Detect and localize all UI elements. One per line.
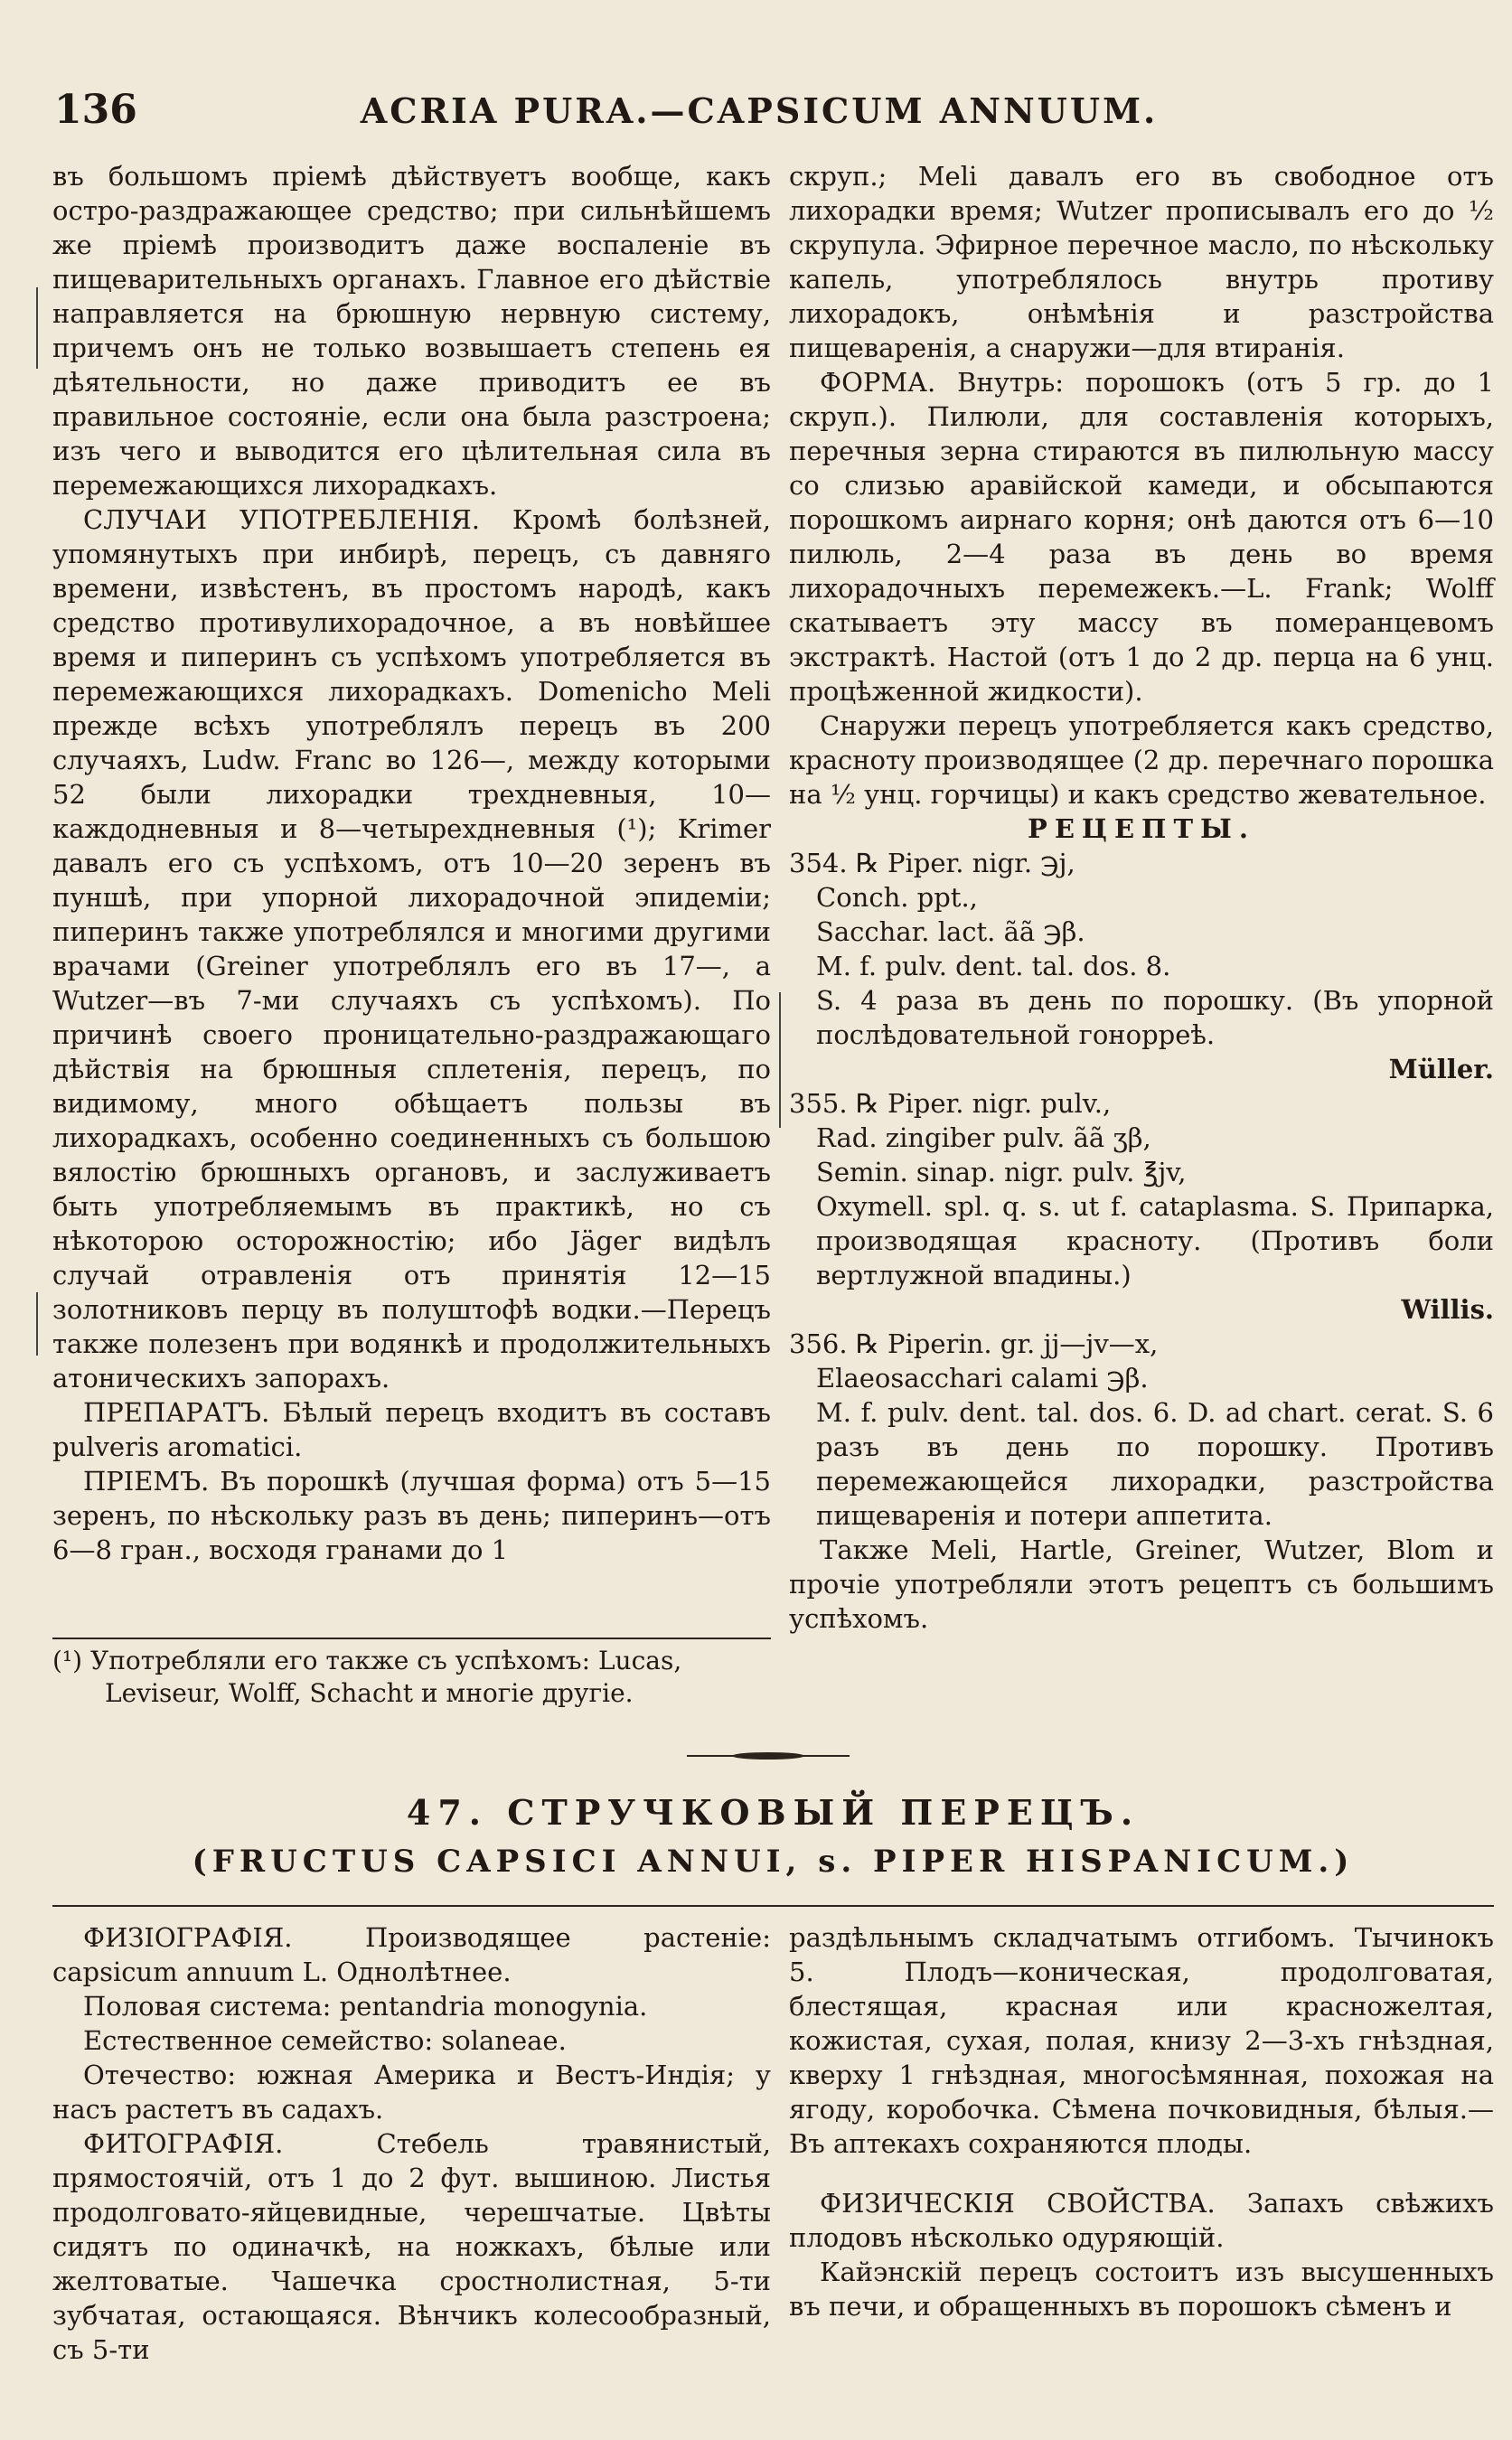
recipe-line: Elaeosacchari calami ℈β. [816,1363,1149,1394]
margin-mark [36,1292,38,1356]
paragraph: въ большомъ пріемѣ дѣйствуетъ вообще, какъ остро-раздражающее средство; при сильнѣйшемъ же пріемѣ производитъ даже воспаленіе въ пищеварительныхъ органахъ. Главное его дѣйствіе направляется на брюшную нервную систему, причемъ онъ не только возвышаетъ степень ея дѣятельности, но даже приводитъ ее въ правильное состояніе, если она была разстроена; изъ чего и выводится его цѣлительная сила въ перемежающихся лихорадкахъ. [52,161,771,501]
recipes-closing: Также Meli, Hartle, Greiner, Wutzer, Blom и прочіе употребляли этотъ рецептъ съ большимъ успѣхомъ. [789,1534,1494,1634]
recipe-line: Sacchar. lact. ãã ℈β. [816,916,1085,947]
left-column [52,159,771,1567]
running-title: ACRIA PURA.—CAPSICUM ANNUUM. [360,90,1159,131]
bottom-left-column [52,1920,771,2367]
recipe-line: 355. ℞ Piper. nigr. pulv., [789,1088,1112,1119]
paragraph: Половая система: pentandria monogynia. [83,1991,648,2022]
paragraph: ПРЕПАРАТЪ. Бѣлый перецъ входитъ въ составъ pulveris aromatici. [52,1397,771,1462]
section-title-block [52,1788,1494,1885]
paragraph: ФИТОГРАФІЯ. Стебель травянистый, прямостоячій, отъ 1 до 2 фут. вышиною. Листья продолговато-яйцевидные, черешчатые. Цвѣты сидятъ по одиначкѣ, на ножкахъ, бѣлые или желтоватые. Чашечка сростнолистная, 5-ти зубчатая, остающаяся. Вѣнчикъ колесообразный, съ 5-ти [52,2128,771,2365]
margin-mark [779,992,781,1128]
paragraph: раздѣльнымъ складчатымъ отгибомъ. Тычинокъ 5. Плодъ—коническая, продолговатая, блестящая, красная или красножелтая, кожистая, сухая, полая, книзу 2—3-хъ гнѣздная, кверху 1 гнѣздная, многосѣмянная, похожая на ягоду, коробочка. Сѣмена почковидныя, бѣлыя.—Въ аптекахъ сохраняются плоды. [789,1922,1494,2159]
footnote-text: (¹) Употребляли его также съ успѣхомъ: Lucas, Leviseur, Wolff, Schacht и многіе другіе. [52,1646,682,1708]
recipe-line: 354. ℞ Piper. nigr. ℈j, [789,848,1075,878]
recipe-line: Semin. sinap. nigr. pulv. ℥jv, [816,1157,1187,1187]
footnote [52,1638,771,1710]
recipe-line: M. f. pulv. dent. tal. dos. 8. [816,951,1171,981]
page-number: 136 [54,87,137,133]
paragraph: ПРІЕМЪ. Въ порошкѣ (лучшая форма) отъ 5—15 зеренъ, по нѣскольку разъ въ день; пиперинъ—отъ 6—8 гран., восходя гранами до 1 [52,1466,771,1565]
recipe-line: Oxymell. spl. q. s. ut f. cataplasma. S. Припарка, производящая красноту. (Противъ боли вертлужной впадины.) [816,1191,1494,1290]
paragraph: ФИЗИЧЕСКІЯ СВОЙСТВА. Запахъ свѣжихъ плодовъ нѣсколько одуряющій. [789,2188,1494,2253]
paragraph: СЛУЧАИ УПОТРЕБЛЕНІЯ. Кромѣ болѣзней, упомянутыхъ при инбирѣ, перецъ, съ давняго времени, извѣстенъ, въ простомъ народѣ, какъ средство противулихорадочное, а въ новѣйшее время и пиперинъ съ успѣхомъ употребляется въ перемежающихся лихорадкахъ. Domenicho Meli прежде всѣхъ употреблялъ перецъ въ 200 случаяхъ, Ludw. Franc во 126—, между которыми 52 были лихорадки трехдневныя, 10—каждодневныя и 8—четырехдневныя (¹); Krimer давалъ его съ успѣхомъ, отъ 10—20 зеренъ въ пуншѣ, при упорной лихорадочной эпидеміи; пиперинъ также употреблялся и многими другими врачами (Greiner употреблялъ его въ 17—, а Wutzer—въ 7-ми случаяхъ съ успѣхомъ). По причинѣ своего проницательно-раздражающаго дѣйствія на брюшныя сплетенія, перецъ, по видимому, много обѣщаетъ пользы въ лихорадкахъ, особенно соединенныхъ съ большою вялостію брюшныхъ органовъ, и заслуживаетъ быть употребляемымъ въ практикѣ, но съ нѣкоторою осторожностію; ибо Jäger видѣлъ случай отравленія отъ принятія 12—15 золотниковъ перцу въ полуштофѣ водки.—Перецъ также полезенъ при водянкѣ и продолжительныхъ атоническихъ запорахъ. [52,504,771,1394]
paragraph: Естественное семейство: solaneae. [83,2025,567,2056]
recipes-heading: РЕЦЕПТЫ. [1028,813,1255,844]
recipe-line: 356. ℞ Piperin. gr. jj—jv—x, [789,1328,1159,1359]
section-rule [52,1905,1494,1907]
paragraph: Отечество: южная Америка и Вестъ-Индія; у насъ растетъ въ садахъ. [52,2060,771,2125]
recipe-line: S. 4 раза въ день по порошку. (Въ упорной послѣдовательной гоноррeѣ. [816,985,1494,1050]
recipe-author: Willis. [1401,1294,1494,1325]
recipe-author: Müller. [1388,1054,1494,1084]
page-header [54,87,1464,141]
right-column [789,159,1494,1636]
margin-mark [36,287,38,369]
section-subtitle: (FRUCTUS CAPSICI ANNUI, s. PIPER HISPANICUM.) [192,1844,1355,1880]
paragraph: ФИЗІОГРАФІЯ. Производящее растеніе: capsicum annuum L. Однолѣтнее. [52,1922,771,1987]
recipe-line: Conch. ppt., [816,882,978,913]
recipe-line: Rad. zingiber pulv. ãã ʒβ, [816,1122,1151,1153]
ornamental-divider [687,1750,850,1762]
bottom-right-column [789,1920,1494,2323]
paragraph: Снаружи перецъ употребляется какъ средство, красноту производящее (2 др. перечнаго порошка на ½ унц. горчицы) и какъ средство жевательное. [789,710,1494,810]
paragraph: ФОРМА. Внутрь: порошокъ (отъ 5 гр. до 1 скруп.). Пилюли, для составленія которыхъ, перечныя зерна стираются въ пилюльную массу со слизью аравійской камеди, и обсыпаются порошкомъ аирнаго корня; онѣ даются отъ 6—10 пилюль, 2—4 раза въ день во время лихорадочныхъ перемежекъ.—L. Frank; Wolff скатываетъ эту массу въ померанцевомъ экстрактѣ. Настой (отъ 1 до 2 др. перца на 6 унц. процѣженной жидкости). [789,367,1494,707]
section-title: 47. СТРУЧКОВЫЙ ПЕРЕЦЪ. [406,1792,1141,1833]
recipe-line: M. f. pulv. dent. tal. dos. 6. D. ad chart. cerat. S. 6 разъ въ день по порошку. Противъ перемежающейся лихорадки, разстройства пищеваренія и потери аппетита. [816,1397,1494,1531]
paragraph: Кайэнскій перецъ состоитъ изъ высушенныхъ въ печи, и обращенныхъ въ порошокъ сѣменъ и [789,2257,1494,2322]
paragraph: скруп.; Meli давалъ его въ свободное отъ лихорадки время; Wutzer прописывалъ его до ½ скрупула. Эфирное перечное масло, по нѣскольку капель, употреблялось внутрь противу лихорадокъ, онѣмѣнія и разстройства пищеваренія, а снаружи—для втиранія. [789,161,1494,363]
